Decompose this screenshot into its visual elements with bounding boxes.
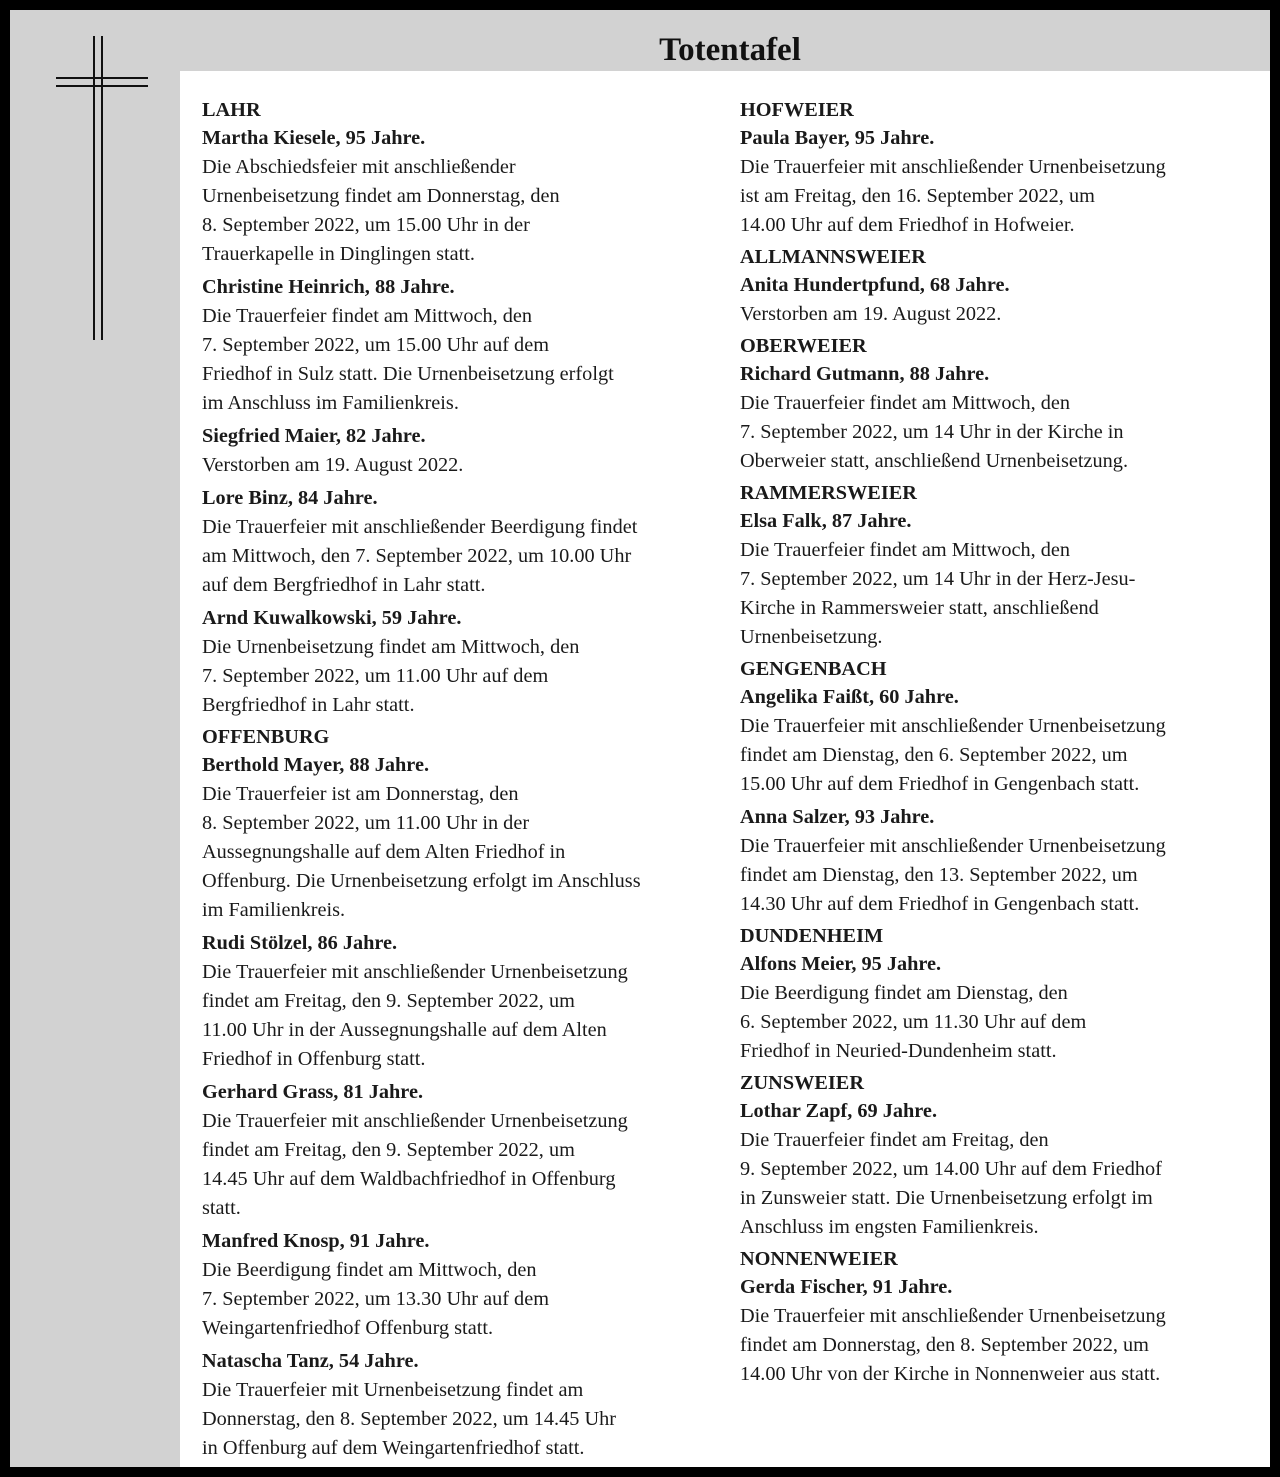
place-section [202, 97, 717, 720]
place-section [740, 656, 1280, 919]
ceremony-details: Verstorben am 19. August 2022. [202, 454, 464, 476]
place-heading: RAMMERSWEIER [740, 482, 917, 504]
deceased-name: Anita Hundertpfund, 68 Jahre. [740, 274, 1010, 296]
obituary-entry [740, 683, 1280, 799]
ceremony-details: Die Trauerfeier findet am Mittwoch, den 7. September 2022, um 15.00 Uhr auf dem Friedhof in Sulz statt. Die Urnenbeisetzung erfolgt im Anschluss im Familienkreis. [202, 305, 614, 414]
deceased-name: Elsa Falk, 87 Jahre. [740, 510, 912, 532]
ceremony-details: Die Beerdigung findet am Mittwoch, den 7. September 2022, um 13.30 Uhr auf dem Weingartenfriedhof Offenburg statt. [202, 1259, 549, 1339]
deceased-name: Lore Binz, 84 Jahre. [202, 487, 378, 509]
ceremony-details: Die Trauerfeier ist am Donnerstag, den 8. September 2022, um 11.00 Uhr in der Aussegnungshalle auf dem Alten Friedhof in Offenburg. Die Urnenbeisetzung erfolgt im Anschluss im Familienkreis. [202, 783, 641, 921]
deceased-name: Angelika Faißt, 60 Jahre. [740, 686, 959, 708]
place-heading: NONNENWEIER [740, 1248, 898, 1270]
place-section [202, 724, 717, 1463]
obituary-entry [740, 803, 1280, 919]
deceased-name: Manfred Knosp, 91 Jahre. [202, 1230, 430, 1252]
obituary-entry [202, 1347, 717, 1463]
column-left [202, 97, 717, 1467]
ceremony-details: Die Trauerfeier mit anschließender Urnenbeisetzung findet am Donnerstag, den 8. September 2022, um 14.00 Uhr von der Kirche in Nonnenweier aus statt. [740, 1305, 1166, 1385]
obituary-entry [202, 124, 717, 269]
deceased-name: Gerhard Grass, 81 Jahre. [202, 1081, 424, 1103]
deceased-name: Siegfried Maier, 82 Jahre. [202, 425, 426, 447]
obituary-entry [740, 124, 1280, 240]
deceased-name: Richard Gutmann, 88 Jahre. [740, 363, 990, 385]
page-title: Totentafel [659, 32, 801, 68]
deceased-name: Rudi Stölzel, 86 Jahre. [202, 932, 398, 954]
ceremony-details: Die Trauerfeier findet am Mittwoch, den 7. September 2022, um 14 Uhr in der Kirche in Oberweier statt, anschließend Urnenbeisetzung. [740, 392, 1129, 472]
place-heading: ZUNSWEIER [740, 1072, 864, 1094]
deceased-name: Arnd Kuwalkowski, 59 Jahre. [202, 607, 462, 629]
place-section [740, 923, 1280, 1066]
obituary-entry [202, 484, 717, 600]
deceased-name: Anna Salzer, 93 Jahre. [740, 806, 935, 828]
place-section [740, 244, 1280, 329]
obituary-entry [740, 507, 1280, 652]
place-section [740, 97, 1280, 240]
deceased-name: Martha Kiesele, 95 Jahre. [202, 127, 426, 149]
place-section [740, 1070, 1280, 1242]
deceased-name: Christine Heinrich, 88 Jahre. [202, 276, 455, 298]
place-heading: OBERWEIER [740, 335, 867, 357]
column-right [740, 97, 1280, 1393]
ceremony-details: Verstorben am 19. August 2022. [740, 303, 1002, 325]
obituary-entry [740, 1097, 1280, 1242]
obituary-entry [740, 271, 1280, 329]
cross-icon [48, 28, 148, 348]
obituary-entry [740, 360, 1280, 476]
deceased-name: Natascha Tanz, 54 Jahre. [202, 1350, 419, 1372]
obituary-entry [202, 422, 717, 480]
place-heading: OFFENBURG [202, 726, 330, 748]
ceremony-details: Die Trauerfeier findet am Freitag, den 9. September 2022, um 14.00 Uhr auf dem Friedhof in Zunsweier statt. Die Urnenbeisetzung erfolgt im Anschluss im engsten Familienkreis. [740, 1129, 1162, 1238]
obituary-content [180, 71, 1270, 1467]
ceremony-details: Die Abschiedsfeier mit anschließender Urnenbeisetzung findet am Donnerstag, den 8. September 2022, um 15.00 Uhr in der Trauerkapelle in Dinglingen statt. [202, 156, 560, 265]
deceased-name: Paula Bayer, 95 Jahre. [740, 127, 935, 149]
place-section [740, 1246, 1280, 1389]
obituary-entry [202, 273, 717, 418]
ceremony-details: Die Trauerfeier findet am Mittwoch, den 7. September 2022, um 14 Uhr in der Herz-Jesu- Kirche in Rammersweier statt, anschließend Urnenbeisetzung. [740, 539, 1136, 648]
place-heading: HOFWEIER [740, 99, 854, 121]
place-heading: DUNDENHEIM [740, 925, 884, 947]
deceased-name: Gerda Fischer, 91 Jahre. [740, 1276, 953, 1298]
obituary-entry [740, 1273, 1280, 1389]
ceremony-details: Die Trauerfeier mit Urnenbeisetzung findet am Donnerstag, den 8. September 2022, um 14.45 Uhr in Offenburg auf dem Weingartenfriedhof statt. [202, 1379, 617, 1459]
place-heading: LAHR [202, 99, 261, 121]
deceased-name: Berthold Mayer, 88 Jahre. [202, 754, 430, 776]
place-heading: ALLMANNSWEIER [740, 246, 926, 268]
ceremony-details: Die Urnenbeisetzung findet am Mittwoch, den 7. September 2022, um 11.00 Uhr auf dem Bergfriedhof in Lahr statt. [202, 636, 580, 716]
obituary-entry [202, 929, 717, 1074]
obituary-entry [202, 1227, 717, 1343]
place-section [740, 333, 1280, 476]
ceremony-details: Die Beerdigung findet am Dienstag, den 6. September 2022, um 11.30 Uhr auf dem Friedhof in Neuried-Dundenheim statt. [740, 982, 1087, 1062]
obituary-entry [202, 1078, 717, 1223]
place-section [740, 480, 1280, 652]
obituary-entry [202, 751, 717, 925]
ceremony-details: Die Trauerfeier mit anschließender Urnenbeisetzung findet am Freitag, den 9. September 2022, um 14.45 Uhr auf dem Waldbachfriedhof in Offenburg statt. [202, 1110, 628, 1219]
deceased-name: Alfons Meier, 95 Jahre. [740, 953, 942, 975]
deceased-name: Lothar Zapf, 69 Jahre. [740, 1100, 938, 1122]
ceremony-details: Die Trauerfeier mit anschließender Urnenbeisetzung findet am Dienstag, den 13. September 2022, um 14.30 Uhr auf dem Friedhof in Gengenbach statt. [740, 835, 1166, 915]
ceremony-details: Die Trauerfeier mit anschließender Urnenbeisetzung findet am Freitag, den 9. September 2022, um 11.00 Uhr in der Aussegnungshalle auf dem Alten Friedhof in Offenburg statt. [202, 961, 628, 1070]
place-heading: GENGENBACH [740, 658, 887, 680]
ceremony-details: Die Trauerfeier mit anschließender Beerdigung findet am Mittwoch, den 7. September 2022, um 10.00 Uhr auf dem Bergfriedhof in Lahr statt. [202, 516, 638, 596]
ceremony-details: Die Trauerfeier mit anschließender Urnenbeisetzung ist am Freitag, den 16. September 2022, um 14.00 Uhr auf dem Friedhof in Hofweier. [740, 156, 1166, 236]
obituary-entry [202, 604, 717, 720]
ceremony-details: Die Trauerfeier mit anschließender Urnenbeisetzung findet am Dienstag, den 6. September 2022, um 15.00 Uhr auf dem Friedhof in Gengenbach statt. [740, 715, 1166, 795]
obituary-entry [740, 950, 1280, 1066]
